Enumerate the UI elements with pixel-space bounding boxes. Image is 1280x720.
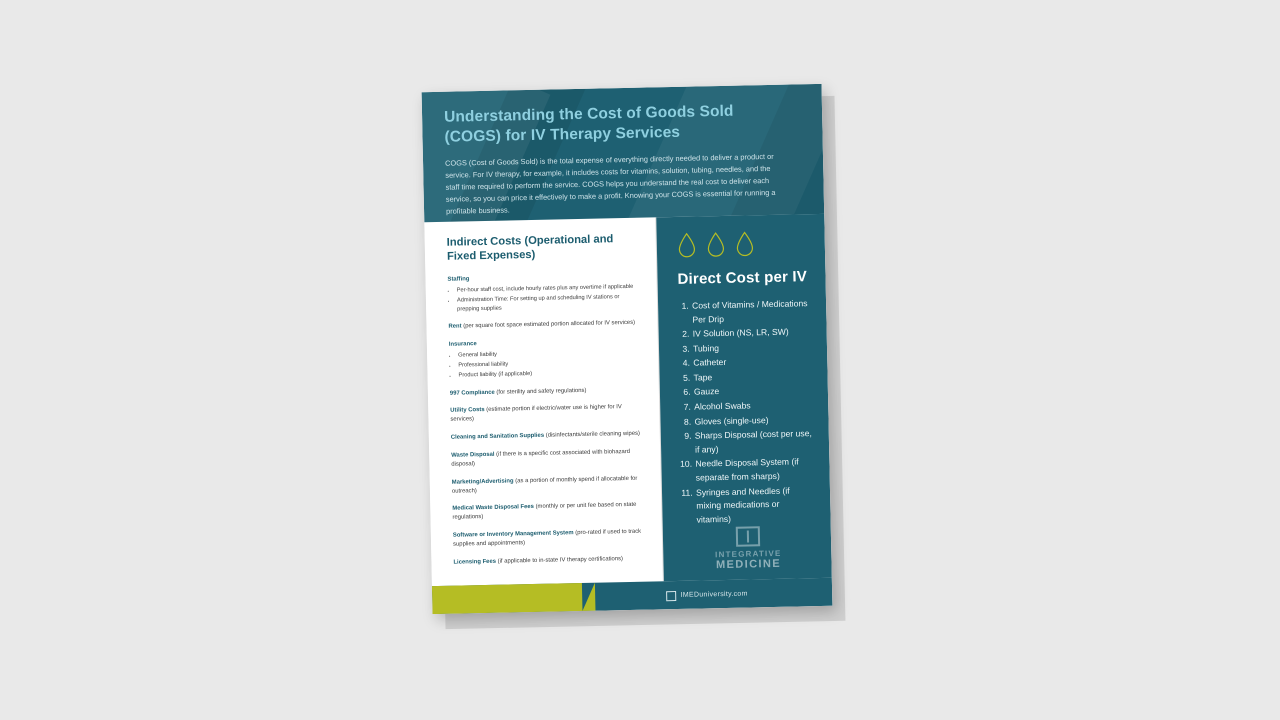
indirect-cost-section — [451, 430, 646, 443]
droplet-icon — [677, 233, 698, 259]
section-heading: Marketing/Advertising (as a portion of monthly spend if allocatable for outreach) — [451, 475, 638, 495]
list-item: • Per-hour staff cost, include hourly rates plus any overtime if applicable — [457, 283, 643, 296]
direct-costs-list — [678, 297, 815, 528]
indirect-cost-section — [448, 319, 643, 332]
indirect-cost-section — [450, 385, 645, 398]
indirect-cost-section — [452, 474, 647, 496]
droplet-icon — [735, 231, 756, 257]
droplet-icon — [706, 232, 727, 258]
section-heading: Utility Costs (estimate portion if electric/water use is higher for IV services) — [450, 404, 622, 423]
document-page — [422, 84, 833, 614]
section-note: (pro-rated if used to track supplies and appointments) — [452, 528, 642, 548]
section-heading: Medical Waste Disposal Fees (monthly or per unit fee based on state regulations) — [452, 502, 637, 521]
section-bullets — [449, 348, 645, 381]
page-title: Understanding the Cost of Goods Sold (COGS) for IV Therapy Services — [443, 102, 734, 146]
footer-accent-block — [432, 583, 583, 614]
list-item: 5. Tape — [692, 369, 811, 385]
section-heading: Waste Disposal (if there is a specific cost associated with biohazard disposal) — [451, 448, 631, 468]
list-item: 10. Needle Disposal System (if separate from sharps) — [694, 455, 814, 485]
section-heading: 997 Compliance (for sterility and safety regulations) — [449, 387, 587, 397]
section-heading: Staffing — [447, 276, 470, 283]
section-note: (disinfectants/sterile cleaning wipes) — [544, 430, 641, 439]
list-item: 4. Catheter — [692, 354, 811, 370]
section-heading: Software or Inventory Management System (pro-rated if used to track supplies and appointments) — [452, 528, 642, 548]
footer-url-wrap — [582, 578, 833, 611]
section-heading: Licensing Fees (if applicable to in-state IV therapy certifications) — [453, 555, 624, 566]
section-heading: Insurance — [448, 341, 477, 348]
direct-costs-title: Direct Cost per IV — [677, 268, 808, 288]
indirect-cost-section — [449, 337, 645, 380]
list-item: 2. IV Solution (NS, LR, SW) — [692, 325, 811, 341]
globe-icon — [667, 591, 677, 601]
brand-logo — [681, 525, 816, 579]
list-item: 8. Gloves (single-use) — [693, 413, 812, 429]
footer-url: IMEDuniversity.com — [680, 590, 748, 599]
content-columns — [424, 214, 832, 586]
list-item: 11. Syringes and Needles (if mixing medications or vitamins) — [695, 484, 815, 527]
list-item: • General liability — [458, 348, 644, 361]
section-note: (as a portion of monthly spend if allocatable for outreach) — [451, 475, 638, 495]
list-item: 1. Cost of Vitamins / Medications Per Drip — [691, 297, 811, 327]
list-item: 6. Gauze — [693, 384, 812, 400]
header-intro-text: COGS (Cost of Goods Sold) is the total expense of everything directly needed to deliver a product or service. For IV therapy, for example, it includes costs for vitamins, solution, tubing, needles, and the staff time required to perform the service. COGS helps you understand the real cost to deliver each service, so you can price it effectively to make a profit. Knowing your COGS is essential for running a profitable business. — [444, 151, 776, 216]
direct-costs-column — [656, 214, 832, 581]
section-note: (monthly or per unit fee based on state regulations) — [452, 502, 637, 521]
indirect-cost-section — [453, 528, 648, 550]
list-item: • Professional liability — [458, 358, 644, 371]
section-note: (estimate portion if electric/water use is higher for IV services) — [450, 404, 622, 423]
list-item: 7. Alcohol Swabs — [693, 398, 812, 414]
indirect-costs-sections — [447, 272, 648, 568]
section-note: (if there is a specific cost associated with biohazard disposal) — [451, 448, 631, 468]
droplet-icons — [677, 230, 810, 259]
section-note: (for sterility and safety regulations) — [494, 387, 587, 396]
section-bullets — [448, 283, 644, 315]
indirect-cost-section — [451, 448, 646, 470]
indirect-cost-section — [450, 403, 645, 425]
list-item: 9. Sharps Disposal (cost per use, if any) — [694, 427, 814, 457]
indirect-cost-section — [452, 501, 647, 523]
document-header — [422, 84, 825, 222]
indirect-costs-title: Indirect Costs (Operational and Fixed Expenses) — [446, 233, 614, 263]
indirect-costs-column — [424, 217, 664, 586]
indirect-cost-section — [453, 554, 648, 567]
list-item: • Product liability (if applicable) — [458, 367, 644, 380]
section-note: (if applicable to in-state IV therapy certifications) — [495, 555, 624, 565]
logo-line-1: INTEGRATIVE — [715, 549, 782, 560]
list-item: • Administration Time: For setting up and scheduling IV stations or prepping supplies — [457, 292, 643, 314]
section-heading: Cleaning and Sanitation Supplies (disinfectants/sterile cleaning wipes) — [450, 430, 641, 441]
section-note: (per square foot space estimated portion allocated for IV services) — [461, 320, 636, 330]
list-item: 3. Tubing — [692, 340, 811, 356]
logo-mark-icon — [736, 527, 760, 547]
section-heading: Rent (per square foot space estimated portion allocated for IV services) — [448, 320, 636, 331]
logo-line-2: MEDICINE — [715, 558, 782, 572]
indirect-cost-section — [447, 272, 643, 314]
